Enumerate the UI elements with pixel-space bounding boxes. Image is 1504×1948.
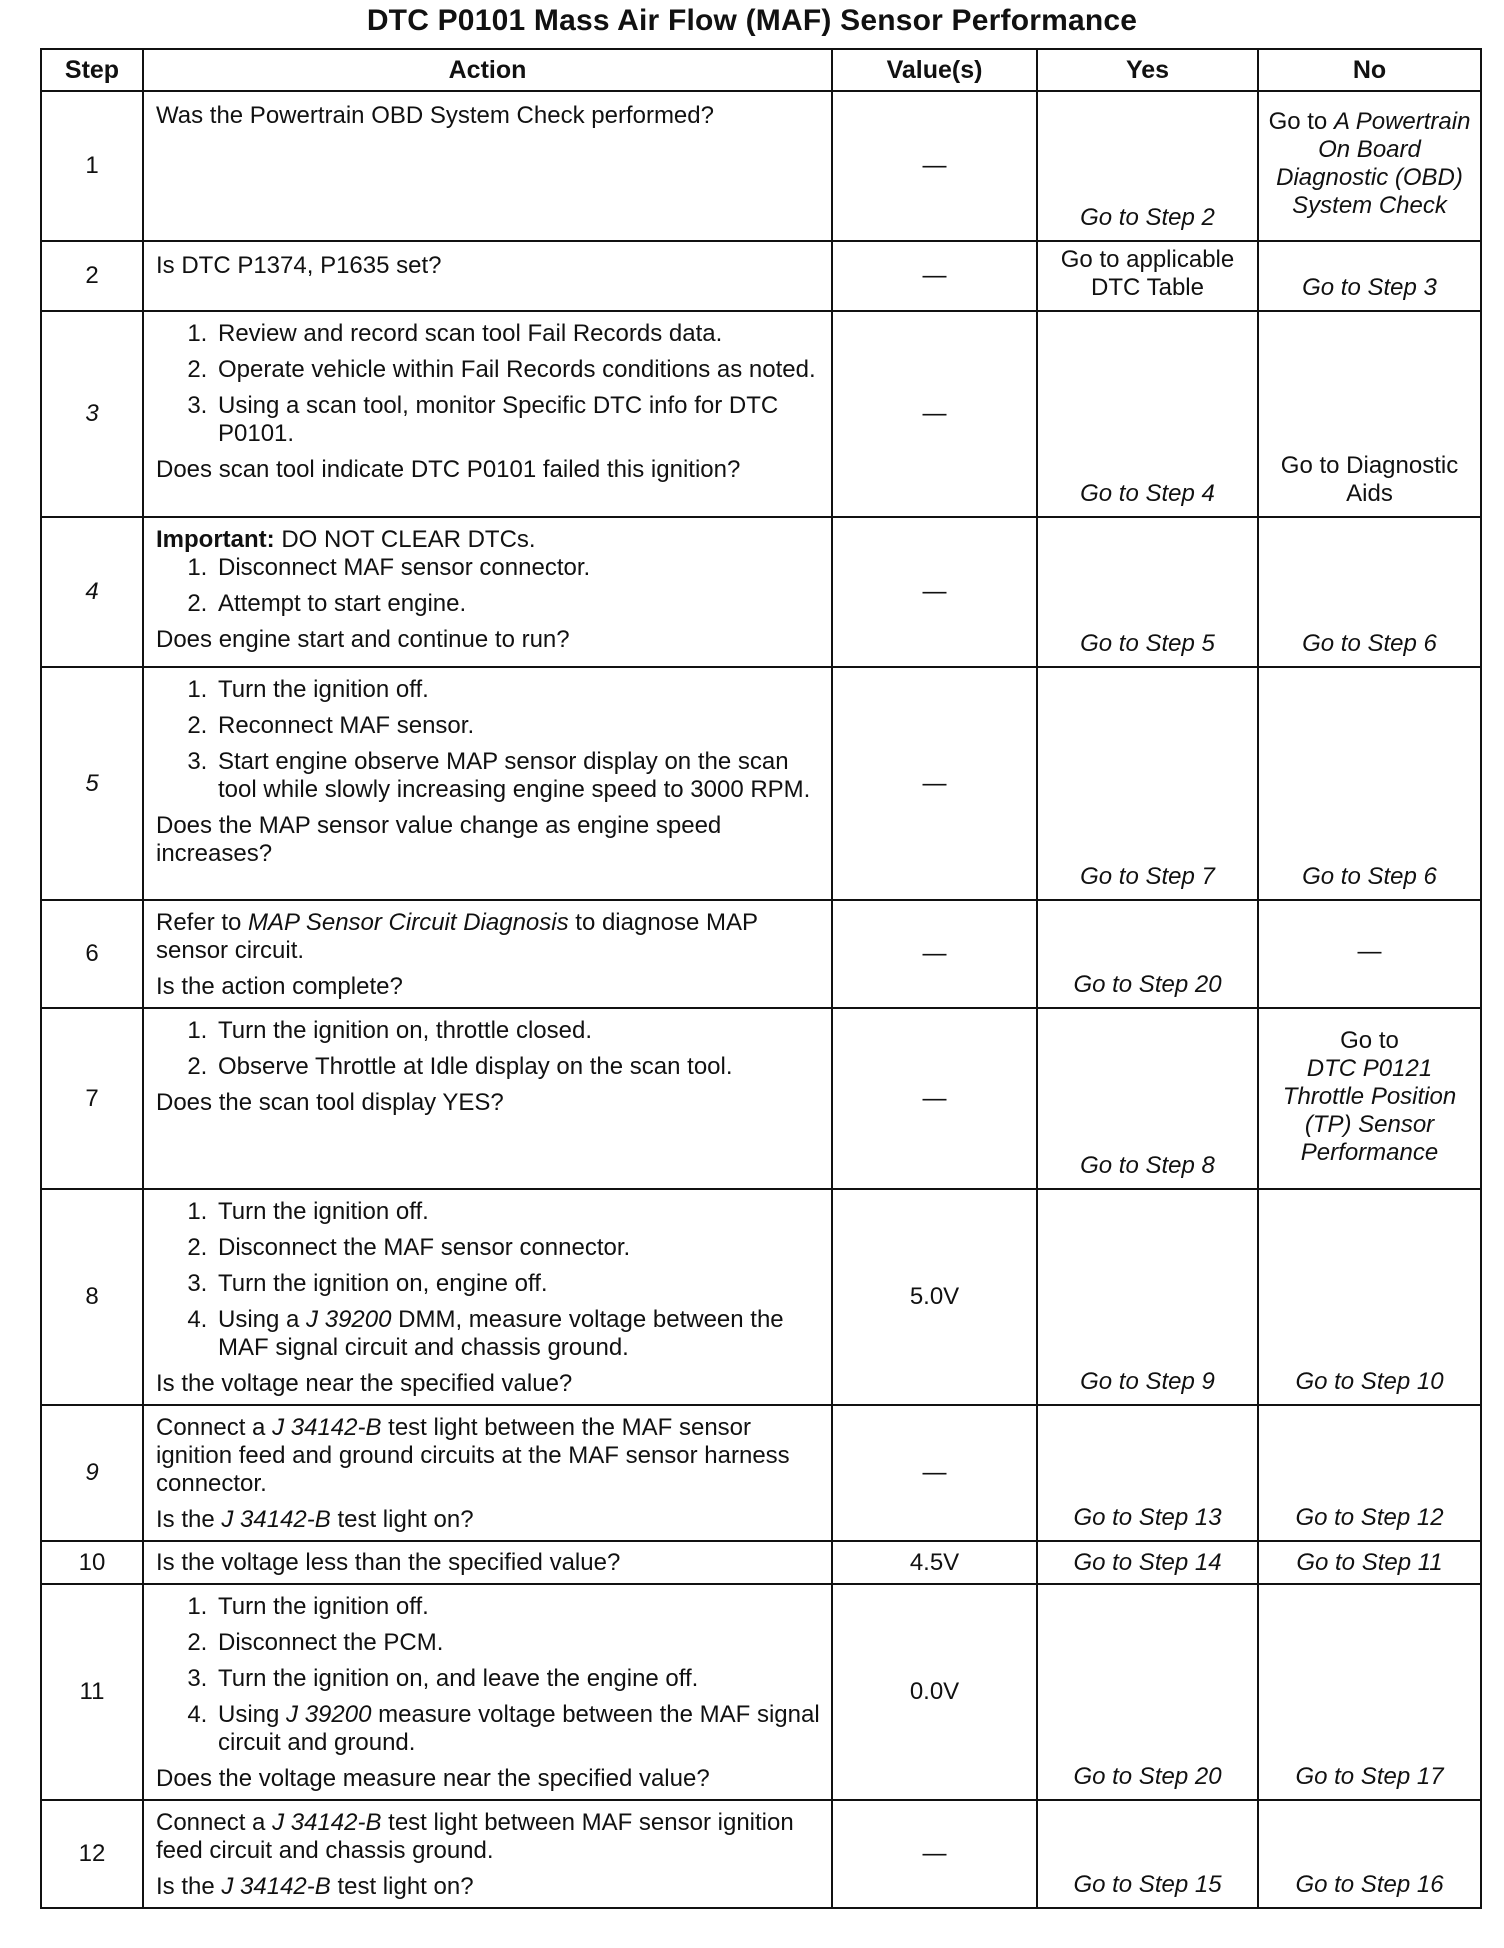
list-item: 1. Turn the ignition off. — [214, 1198, 821, 1226]
action-text-part: test light between MAF sensor ignition feed circuit and chassis ground. — [156, 1809, 794, 1864]
table-header-row — [41, 49, 1481, 91]
no-cell: Go to Step 6 — [1258, 667, 1481, 900]
yes-cell: Go to applicable DTC Table — [1037, 241, 1258, 311]
value-cell: — — [832, 311, 1037, 517]
action-text-part: Refer to — [156, 909, 249, 936]
yes-cell: Go to Step 13 — [1037, 1405, 1258, 1541]
header-yes: Yes — [1037, 49, 1258, 91]
tool-reference: J 34142-B — [272, 1809, 382, 1836]
action-question: Does the voltage measure near the specified value? — [156, 1765, 710, 1792]
no-cell: Go to Diagnostic Aids — [1258, 311, 1481, 517]
step-number: 6 — [41, 900, 143, 1008]
table-row — [41, 1584, 1481, 1800]
action-question: Does scan tool indicate DTC P0101 failed this ignition? — [156, 456, 741, 483]
question-text-part: Is the — [156, 1873, 222, 1900]
yes-cell: Go to Step 2 — [1037, 91, 1258, 241]
step-number: 9 — [41, 1405, 143, 1541]
list-item: 3. Start engine observe MAP sensor display on the scan tool while slowly increasing engine speed to 3000 RPM. — [214, 748, 821, 804]
no-cell: Go to Step 6 — [1258, 517, 1481, 667]
list-item: 1. Turn the ignition off. — [214, 676, 821, 704]
list-item: 2. Reconnect MAF sensor. — [214, 712, 821, 740]
value-cell: — — [832, 1405, 1037, 1541]
yes-cell: Go to Step 9 — [1037, 1189, 1258, 1405]
step-number: 12 — [41, 1800, 143, 1908]
yes-cell: Go to Step 20 — [1037, 1584, 1258, 1800]
action-cell — [143, 241, 832, 311]
value-cell: — — [832, 517, 1037, 667]
page-title: DTC P0101 Mass Air Flow (MAF) Sensor Performance — [366, 4, 1138, 37]
question-text-part: test light on? — [330, 1873, 474, 1900]
action-cell — [143, 1584, 832, 1800]
list-item: 3. Using a scan tool, monitor Specific DTC info for DTC P0101. — [214, 392, 821, 448]
yes-cell: Go to Step 20 — [1037, 900, 1258, 1008]
action-text-part: to diagnose MAP sensor circuit. — [156, 909, 758, 964]
list-item — [214, 1306, 821, 1362]
no-cell: Go to Step 16 — [1258, 1800, 1481, 1908]
table-row — [41, 1189, 1481, 1405]
no-text: Go to — [1340, 1026, 1399, 1054]
list-item: 1. Turn the ignition off. — [214, 1593, 821, 1621]
list-text-part: Using — [218, 1701, 287, 1728]
diagnostic-table — [40, 48, 1482, 1909]
list-item: 2. Attempt to start engine. — [214, 590, 821, 618]
no-cell: Go to Step 10 — [1258, 1189, 1481, 1405]
list-text-part: measure voltage between the MAF signal circuit and ground. — [218, 1701, 820, 1756]
action-text-part: test light between the MAF sensor ignition feed and ground circuits at the MAF sensor harness connector. — [156, 1414, 790, 1497]
tool-reference: J 34142-B — [221, 1873, 331, 1900]
action-question: Is the action complete? — [156, 973, 403, 1000]
action-question: Does the MAP sensor value change as engine speed increases? — [156, 812, 722, 867]
action-text-part: Connect a — [156, 1809, 273, 1836]
list-item: 1. Disconnect MAF sensor connector. — [214, 554, 821, 582]
table-row — [41, 667, 1481, 900]
no-text: Go to — [1268, 108, 1334, 135]
action-cell — [143, 667, 832, 900]
action-cell — [143, 1189, 832, 1405]
action-question: Is the voltage near the specified value? — [156, 1370, 573, 1397]
tool-reference: J 34142-B — [221, 1506, 331, 1533]
table-row — [41, 241, 1481, 311]
list-item: 3. Turn the ignition on, and leave the engine off. — [214, 1665, 821, 1693]
list-item — [214, 1701, 821, 1757]
step-number: 4 — [41, 517, 143, 667]
table-row — [41, 900, 1481, 1008]
list-item: 1. Review and record scan tool Fail Records data. — [214, 320, 821, 348]
table-row — [41, 1008, 1481, 1189]
action-list — [156, 676, 821, 804]
value-cell: — — [832, 91, 1037, 241]
procedure-reference: MAP Sensor Circuit Diagnosis — [248, 909, 569, 936]
yes-cell: Go to Step 8 — [1037, 1008, 1258, 1189]
no-cell — [1258, 1008, 1481, 1189]
important-text: DO NOT CLEAR DTCs. — [274, 526, 536, 553]
question-text-part: test light on? — [330, 1506, 474, 1533]
action-cell — [143, 517, 832, 667]
action-cell — [143, 311, 832, 517]
action-question: Is DTC P1374, P1635 set? — [156, 252, 442, 279]
no-cell: Go to Step 17 — [1258, 1584, 1481, 1800]
list-item: 2. Observe Throttle at Idle display on the scan tool. — [214, 1053, 821, 1081]
value-cell: 4.5V — [832, 1541, 1037, 1584]
step-number: 5 — [41, 667, 143, 900]
action-list — [156, 1017, 821, 1081]
list-item: 3. Turn the ignition on, engine off. — [214, 1270, 821, 1298]
yes-cell: Go to Step 4 — [1037, 311, 1258, 517]
action-text — [156, 1809, 821, 1865]
action-question: Was the Powertrain OBD System Check performed? — [156, 102, 714, 129]
yes-cell: Go to Step 5 — [1037, 517, 1258, 667]
action-text-part: Connect a — [156, 1414, 273, 1441]
action-question — [156, 1873, 821, 1901]
step-number: 1 — [41, 91, 143, 241]
action-cell — [143, 1405, 832, 1541]
table-row — [41, 311, 1481, 517]
value-cell: — — [832, 900, 1037, 1008]
header-values: Value(s) — [832, 49, 1037, 91]
action-cell — [143, 91, 832, 241]
list-item: 2. Disconnect the PCM. — [214, 1629, 821, 1657]
question-text-part: Is the — [156, 1506, 222, 1533]
step-number: 2 — [41, 241, 143, 311]
step-number: 7 — [41, 1008, 143, 1189]
no-cell: — — [1258, 900, 1481, 1008]
action-question: Does the scan tool display YES? — [156, 1089, 504, 1116]
value-cell: — — [832, 1800, 1037, 1908]
list-text-part: DMM, measure voltage between the MAF signal circuit and chassis ground. — [218, 1306, 784, 1361]
action-question — [156, 1506, 821, 1534]
action-question: Does engine start and continue to run? — [156, 626, 570, 653]
no-cell: Go to Step 3 — [1258, 241, 1481, 311]
table-row — [41, 1541, 1481, 1584]
value-cell: 5.0V — [832, 1189, 1037, 1405]
action-list — [156, 1593, 821, 1757]
action-cell — [143, 1008, 832, 1189]
yes-cell: Go to Step 14 — [1037, 1541, 1258, 1584]
important-note — [156, 526, 821, 554]
value-cell: — — [832, 241, 1037, 311]
no-cell — [1258, 91, 1481, 241]
no-link-text: DTC P0121 Throttle Position (TP) Sensor Performance — [1282, 1054, 1457, 1166]
step-number: 3 — [41, 311, 143, 517]
yes-cell: Go to Step 7 — [1037, 667, 1258, 900]
step-number: 8 — [41, 1189, 143, 1405]
value-cell: 0.0V — [832, 1584, 1037, 1800]
action-list — [156, 1198, 821, 1362]
list-item: 2. Disconnect the MAF sensor connector. — [214, 1234, 821, 1262]
step-number: 10 — [41, 1541, 143, 1584]
list-text-part: Using a — [218, 1306, 307, 1333]
yes-cell: Go to Step 15 — [1037, 1800, 1258, 1908]
important-label: Important: — [156, 526, 275, 553]
header-action: Action — [143, 49, 832, 91]
no-link-text: A Powertrain On Board Diagnostic (OBD) System Check — [1276, 108, 1471, 219]
tool-reference: J 39200 — [306, 1306, 392, 1333]
table-row — [41, 517, 1481, 667]
tool-reference: J 34142-B — [272, 1414, 382, 1441]
list-item: 1. Turn the ignition on, throttle closed. — [214, 1017, 821, 1045]
action-text — [156, 1414, 821, 1498]
action-cell — [143, 900, 832, 1008]
step-number: 11 — [41, 1584, 143, 1800]
list-item: 2. Operate vehicle within Fail Records conditions as noted. — [214, 356, 821, 384]
table-row — [41, 1405, 1481, 1541]
no-cell: Go to Step 12 — [1258, 1405, 1481, 1541]
value-cell: — — [832, 667, 1037, 900]
action-list — [156, 554, 821, 618]
action-question: Is the voltage less than the specified value? — [156, 1548, 621, 1576]
header-no: No — [1258, 49, 1481, 91]
header-step: Step — [41, 49, 143, 91]
table-row — [41, 91, 1481, 241]
action-cell — [143, 1800, 832, 1908]
action-text — [156, 909, 821, 965]
action-list — [156, 320, 821, 448]
table-row — [41, 1800, 1481, 1908]
tool-reference: J 39200 — [286, 1701, 372, 1728]
no-cell: Go to Step 11 — [1258, 1541, 1481, 1584]
value-cell: — — [832, 1008, 1037, 1189]
action-cell — [143, 1541, 832, 1584]
